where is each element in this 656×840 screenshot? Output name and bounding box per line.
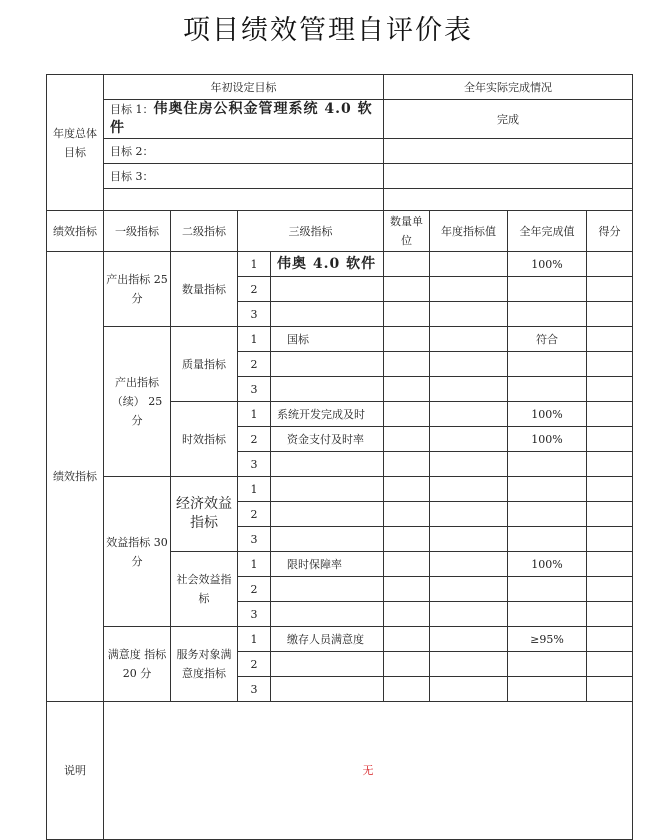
row-num: 3 bbox=[238, 602, 271, 627]
unit-cell bbox=[384, 452, 430, 477]
unit-cell bbox=[384, 677, 430, 702]
row-num: 2 bbox=[238, 427, 271, 452]
notes-label: 说明 bbox=[47, 702, 104, 840]
initial-goal-header: 年初设定目标 bbox=[104, 75, 384, 100]
row-label bbox=[271, 377, 384, 402]
sub-quality: 质量指标 bbox=[171, 327, 238, 402]
full-year-cell: 符合 bbox=[508, 327, 587, 352]
unit-cell bbox=[384, 302, 430, 327]
score-cell bbox=[587, 452, 633, 477]
row-num: 3 bbox=[238, 302, 271, 327]
row-label bbox=[271, 352, 384, 377]
row-label: 限时保障率 bbox=[271, 552, 384, 577]
unit-cell bbox=[384, 327, 430, 352]
row-label: 伟奥 4.0 软件 bbox=[271, 252, 384, 277]
row-num: 1 bbox=[238, 252, 271, 277]
row-label bbox=[271, 602, 384, 627]
goal-blank-cell bbox=[104, 189, 384, 211]
notes-value: 无 bbox=[104, 702, 633, 840]
annual-cell bbox=[430, 502, 508, 527]
annual-cell bbox=[430, 277, 508, 302]
output-section-2: 产出指标 （续） 25 分 bbox=[104, 327, 171, 477]
score-cell bbox=[587, 427, 633, 452]
annual-cell bbox=[430, 677, 508, 702]
actual-completion-header: 全年实际完成情况 bbox=[384, 75, 633, 100]
row-label bbox=[271, 677, 384, 702]
score-cell bbox=[587, 577, 633, 602]
row-num: 3 bbox=[238, 677, 271, 702]
score-cell bbox=[587, 502, 633, 527]
goal-1-cell bbox=[104, 100, 384, 139]
unit-cell bbox=[384, 377, 430, 402]
full-year-cell bbox=[508, 302, 587, 327]
full-year-cell: 100% bbox=[508, 427, 587, 452]
row-label bbox=[271, 277, 384, 302]
score-cell bbox=[587, 627, 633, 652]
score-cell bbox=[587, 527, 633, 552]
goal-1-text: 伟奥住房公积金管理系统 4.0 软件 bbox=[110, 101, 373, 136]
row-label bbox=[271, 652, 384, 677]
annual-cell bbox=[430, 427, 508, 452]
full-year-cell: 100% bbox=[508, 252, 587, 277]
score-cell bbox=[587, 602, 633, 627]
unit-cell bbox=[384, 427, 430, 452]
score-cell bbox=[587, 252, 633, 277]
row-label bbox=[271, 502, 384, 527]
score-cell bbox=[587, 302, 633, 327]
goal-1-status: 完成 bbox=[384, 100, 633, 139]
row-num: 1 bbox=[238, 627, 271, 652]
annual-cell bbox=[430, 552, 508, 577]
row-num: 2 bbox=[238, 652, 271, 677]
annual-cell bbox=[430, 477, 508, 502]
row-num: 3 bbox=[238, 452, 271, 477]
score-cell bbox=[587, 552, 633, 577]
unit-cell bbox=[384, 577, 430, 602]
row-num: 1 bbox=[238, 402, 271, 427]
col-level1: 一级指标 bbox=[104, 211, 171, 252]
score-cell bbox=[587, 677, 633, 702]
score-cell bbox=[587, 352, 633, 377]
perf-indicator-label: 绩效指标 bbox=[47, 252, 104, 702]
overall-goal-label: 年度总体目标 bbox=[47, 75, 104, 211]
col-perf-indicator: 绩效指标 bbox=[47, 211, 104, 252]
annual-cell bbox=[430, 652, 508, 677]
row-label bbox=[271, 302, 384, 327]
goal-2-status bbox=[384, 139, 633, 164]
col-level3: 三级指标 bbox=[238, 211, 384, 252]
score-cell bbox=[587, 652, 633, 677]
annual-cell bbox=[430, 577, 508, 602]
annual-cell bbox=[430, 627, 508, 652]
row-label bbox=[271, 477, 384, 502]
unit-cell bbox=[384, 652, 430, 677]
goal-2-cell: 目标 2： bbox=[104, 139, 384, 164]
annual-cell bbox=[430, 527, 508, 552]
full-year-cell: 100% bbox=[508, 402, 587, 427]
annual-cell bbox=[430, 302, 508, 327]
score-cell bbox=[587, 402, 633, 427]
full-year-cell bbox=[508, 652, 587, 677]
sub-social: 社会效益指标 bbox=[171, 552, 238, 627]
row-label: 资金支付及时率 bbox=[271, 427, 384, 452]
full-year-cell bbox=[508, 677, 587, 702]
row-label: 缴存人员满意度 bbox=[271, 627, 384, 652]
unit-cell bbox=[384, 477, 430, 502]
annual-cell bbox=[430, 377, 508, 402]
full-year-cell bbox=[508, 377, 587, 402]
unit-cell bbox=[384, 627, 430, 652]
unit-cell bbox=[384, 527, 430, 552]
col-full-year-value: 全年完成值 bbox=[508, 211, 587, 252]
unit-cell bbox=[384, 502, 430, 527]
row-label bbox=[271, 577, 384, 602]
row-num: 3 bbox=[238, 377, 271, 402]
annual-cell bbox=[430, 602, 508, 627]
col-level2: 二级指标 bbox=[171, 211, 238, 252]
annual-cell bbox=[430, 327, 508, 352]
row-num: 1 bbox=[238, 327, 271, 352]
col-score: 得分 bbox=[587, 211, 633, 252]
full-year-cell bbox=[508, 477, 587, 502]
row-num: 2 bbox=[238, 502, 271, 527]
sub-service-satisfaction: 服务对象满意度指标 bbox=[171, 627, 238, 702]
goal-blank-status bbox=[384, 189, 633, 211]
col-annual-target: 年度指标值 bbox=[430, 211, 508, 252]
sub-quantity: 数量指标 bbox=[171, 252, 238, 327]
full-year-cell: 100% bbox=[508, 552, 587, 577]
full-year-cell bbox=[508, 502, 587, 527]
unit-cell bbox=[384, 602, 430, 627]
full-year-cell bbox=[508, 602, 587, 627]
full-year-cell: ≥95% bbox=[508, 627, 587, 652]
satisfaction-section: 满意度 指标 20 分 bbox=[104, 627, 171, 702]
score-cell bbox=[587, 477, 633, 502]
benefit-section: 效益指标 30 分 bbox=[104, 477, 171, 627]
goal-3-cell: 目标 3： bbox=[104, 164, 384, 189]
sub-economic: 经济效益指标 bbox=[171, 477, 238, 552]
full-year-cell bbox=[508, 352, 587, 377]
output-section-1: 产出指标 25 分 bbox=[104, 252, 171, 327]
row-label: 国标 bbox=[271, 327, 384, 352]
row-num: 1 bbox=[238, 552, 271, 577]
full-year-cell bbox=[508, 577, 587, 602]
annual-cell bbox=[430, 402, 508, 427]
annual-cell bbox=[430, 452, 508, 477]
goal-3-status bbox=[384, 164, 633, 189]
unit-cell bbox=[384, 277, 430, 302]
unit-cell bbox=[384, 352, 430, 377]
row-label bbox=[271, 527, 384, 552]
evaluation-table bbox=[46, 74, 633, 840]
annual-cell bbox=[430, 352, 508, 377]
row-label: 系统开发完成及时 bbox=[271, 402, 384, 427]
full-year-cell bbox=[508, 277, 587, 302]
annual-cell bbox=[430, 252, 508, 277]
full-year-cell bbox=[508, 527, 587, 552]
page-title: 项目绩效管理自评价表 bbox=[183, 15, 473, 46]
goal-1-prefix: 目标 1： bbox=[110, 103, 154, 116]
row-label bbox=[271, 452, 384, 477]
unit-cell bbox=[384, 552, 430, 577]
row-num: 2 bbox=[238, 277, 271, 302]
score-cell bbox=[587, 277, 633, 302]
row-num: 1 bbox=[238, 477, 271, 502]
score-cell bbox=[587, 327, 633, 352]
col-unit: 数量单位 bbox=[384, 211, 430, 252]
sub-timeliness: 时效指标 bbox=[171, 402, 238, 477]
row-num: 3 bbox=[238, 527, 271, 552]
unit-cell bbox=[384, 402, 430, 427]
unit-cell bbox=[384, 252, 430, 277]
score-cell bbox=[587, 377, 633, 402]
full-year-cell bbox=[508, 452, 587, 477]
row-num: 2 bbox=[238, 577, 271, 602]
row-num: 2 bbox=[238, 352, 271, 377]
